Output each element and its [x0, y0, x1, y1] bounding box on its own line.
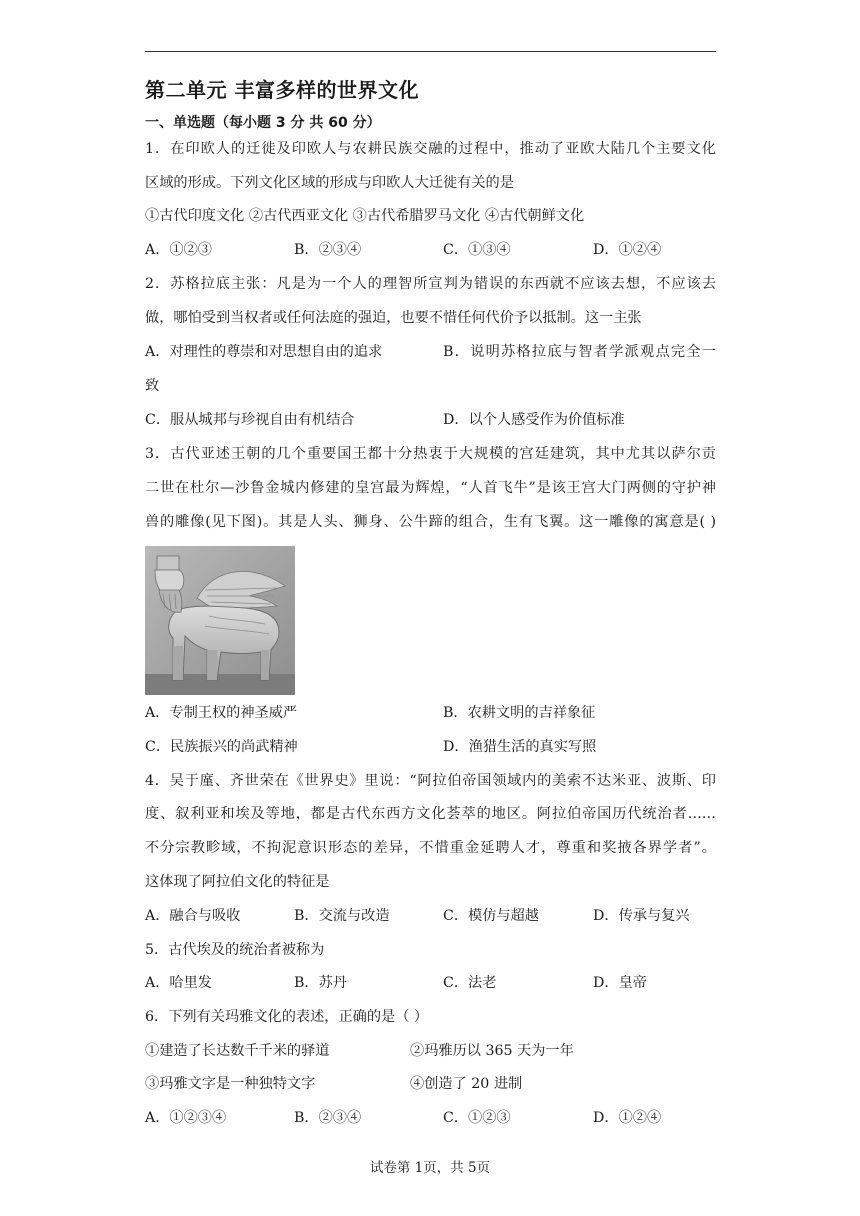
q5-option-a[interactable]: A．哈里发 — [145, 975, 212, 991]
q6-item-4: ④创造了 20 进制 — [410, 1076, 523, 1092]
q2-option-a[interactable]: A．对理性的尊崇和对思想自由的追求 — [145, 344, 383, 360]
q4-option-b[interactable]: B．交流与改造 — [294, 908, 390, 924]
question-1-choices-line: ①古代印度文化 ②古代西亚文化 ③古代希腊罗马文化 ④古代朝鲜文化 — [145, 208, 585, 224]
q4-option-c[interactable]: C．模仿与超越 — [443, 908, 539, 924]
q5-option-b[interactable]: B．苏丹 — [294, 975, 347, 991]
question-3-line-1: 3．古代亚述王朝的几个重要国王都十分热衷于大规模的宫廷建筑，其中尤其以萨尔贡 — [145, 446, 716, 462]
q3-option-d[interactable]: D．渔猎生活的真实写照 — [443, 739, 597, 755]
question-4-line-2: 度、叙利亚和埃及等地，都是古代东西方文化荟萃的地区。阿拉伯帝国历代统治者…… — [145, 806, 716, 822]
q6-item-3: ③玛雅文字是一种独特文字 — [145, 1076, 316, 1092]
q2-option-b[interactable]: B．说明苏格拉底与智者学派观点完全一 — [443, 344, 716, 360]
q6-option-b[interactable]: B．②③④ — [294, 1110, 362, 1126]
question-2-line-1: 2．苏格拉底主张：凡是为一个人的理智所宣判为错误的东西就不应该去想，不应该去 — [145, 276, 716, 292]
question-4-line-1: 4．吴于廑、齐世荣在《世界史》里说：“阿拉伯帝国领域内的美索不达米亚、波斯、印 — [145, 773, 716, 789]
lamassu-statue-image — [145, 546, 295, 695]
header-rule — [145, 51, 716, 52]
q6-option-d[interactable]: D．①②④ — [593, 1110, 662, 1126]
question-4-line-3: 不分宗教畛域，不拘泥意识形态的差异，不惜重金延聘人才，尊重和奖掖各界学者”。 — [145, 840, 716, 856]
question-6-line-1: 6．下列有关玛雅文化的表述，正确的是（ ） — [145, 1009, 429, 1025]
section-title: 一、单选题（每小题 3 分 共 60 分） — [145, 115, 381, 131]
question-2-line-2: 做，哪怕受到当权者或任何法庭的强迫，也要不惜任何代价予以抵制。这一主张 — [145, 310, 642, 326]
q1-option-c[interactable]: C．①③④ — [443, 242, 511, 258]
q4-option-d[interactable]: D．传承与复兴 — [593, 908, 690, 924]
question-3-line-3: 兽的雕像(见下图)。其是人头、狮身、公牛蹄的组合，生有飞翼。这一雕像的寓意是( ) — [145, 514, 716, 530]
q1-option-b[interactable]: B．②③④ — [294, 242, 362, 258]
q3-option-b[interactable]: B．农耕文明的吉祥象征 — [443, 705, 596, 721]
q4-option-a[interactable]: A．融合与吸收 — [145, 908, 241, 924]
q2-option-c[interactable]: C．服从城邦与珍视自由有机结合 — [145, 412, 355, 428]
q5-option-d[interactable]: D．皇帝 — [593, 975, 647, 991]
q3-option-a[interactable]: A．专制王权的神圣威严 — [145, 705, 298, 721]
question-1-line-1: 1．在印欧人的迁徙及印欧人与农耕民族交融的过程中，推动了亚欧大陆几个主要文化 — [145, 141, 716, 157]
q6-option-a[interactable]: A．①②③④ — [145, 1110, 227, 1126]
page-footer: 试卷第 1页，共 5页 — [369, 1160, 491, 1176]
q5-option-c[interactable]: C．法老 — [443, 975, 497, 991]
q6-option-c[interactable]: C．①②③ — [443, 1110, 511, 1126]
question-4-line-4: 这体现了阿拉伯文化的特征是 — [145, 874, 330, 890]
q1-option-d[interactable]: D．①②④ — [593, 242, 662, 258]
q2-option-d[interactable]: D．以个人感受作为价值标准 — [443, 412, 625, 428]
question-5-line-1: 5．古代埃及的统治者被称为 — [145, 942, 325, 958]
q2-option-b-continuation: 致 — [145, 378, 160, 394]
q3-option-c[interactable]: C．民族振兴的尚武精神 — [145, 739, 298, 755]
q1-option-a[interactable]: A．①②③ — [145, 242, 212, 258]
unit-title: 第二单元 丰富多样的世界文化 — [145, 78, 419, 102]
question-1-line-2: 区域的形成。下列文化区域的形成与印欧人大迁徙有关的是 — [145, 175, 514, 191]
q6-item-2: ②玛雅历以 365 天为一年 — [410, 1043, 574, 1059]
q6-item-1: ①建造了长达数千千米的驿道 — [145, 1043, 330, 1059]
question-3-line-2: 二世在杜尔—沙鲁金城内修建的皇宫最为辉煌，“人首飞牛”是该王宫大门两侧的守护神 — [145, 480, 716, 496]
